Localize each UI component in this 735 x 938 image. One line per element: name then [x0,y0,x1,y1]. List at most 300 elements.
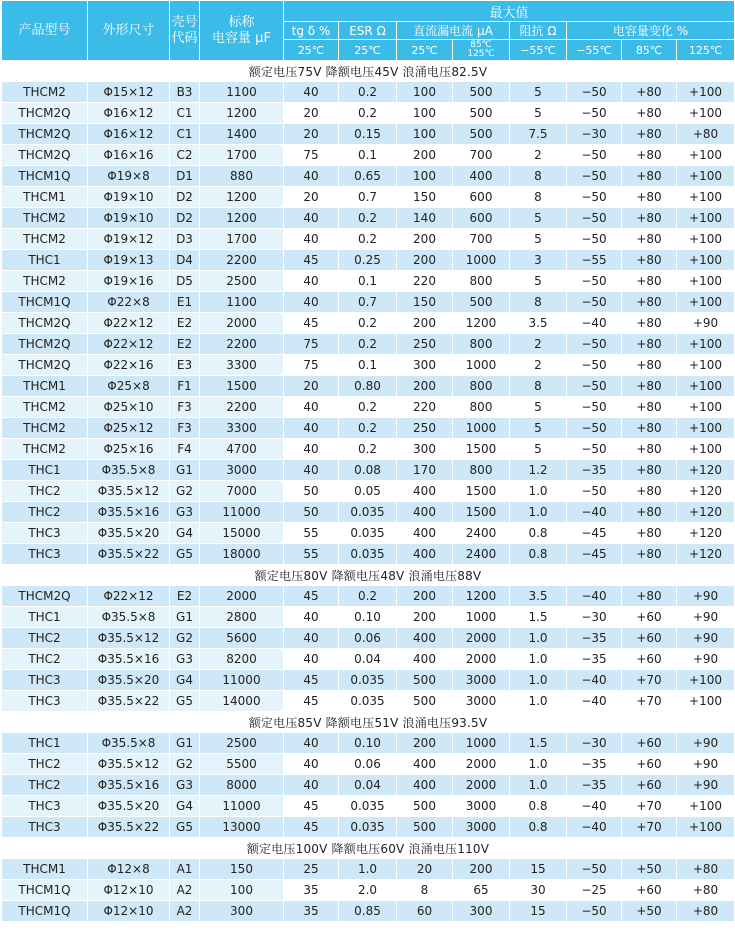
cell-model: THCM2 [2,229,88,250]
cell-impedance: 8 [510,187,567,208]
cell-esr: 0.2 [339,313,397,334]
cell-size: Φ12×10 [88,880,170,901]
cell-leak-hot: 2000 [453,775,510,796]
cell-cap-125: +100 [677,355,735,376]
cell-capacitance: 2000 [200,586,284,607]
cell-capacitance: 1500 [200,376,284,397]
cell-tg: 40 [284,229,339,250]
cell-case: G5 [170,691,200,712]
cell-cap-85: +80 [622,208,677,229]
cell-capacitance: 5600 [200,628,284,649]
cell-leak-hot: 300 [453,901,510,922]
cell-leak-25: 400 [397,649,453,670]
cell-cap-125: +90 [677,649,735,670]
cell-leak-hot: 800 [453,271,510,292]
cell-leak-25: 200 [397,376,453,397]
cell-case: C1 [170,124,200,145]
header-case-line1: 壳号 [171,14,198,30]
table-row [2,775,735,796]
cell-esr: 1.0 [339,859,397,880]
cell-cap-125: +120 [677,481,735,502]
cell-cap-85: +80 [622,166,677,187]
cell-esr: 0.035 [339,817,397,838]
cell-tg: 40 [284,166,339,187]
cell-cap-m55: −50 [567,103,622,124]
cell-case: F1 [170,376,200,397]
table-row [2,502,735,523]
cell-impedance: 1.0 [510,502,567,523]
cell-leak-hot: 1500 [453,439,510,460]
cell-tg: 40 [284,460,339,481]
cell-impedance: 8 [510,376,567,397]
cell-case: D2 [170,187,200,208]
voltage-section-header [2,712,735,733]
header-leakage: 直流漏电流 μA [397,22,510,40]
cell-esr: 0.035 [339,796,397,817]
cell-cap-m55: −40 [567,796,622,817]
cell-impedance: 1.0 [510,628,567,649]
cell-case: D4 [170,250,200,271]
cell-tg: 40 [284,271,339,292]
cell-leak-hot: 400 [453,166,510,187]
temp-leak-85: 85℃ [470,40,492,50]
table-row [2,376,735,397]
cell-cap-85: +80 [622,355,677,376]
cell-model: THC2 [2,775,88,796]
cell-model: THCM1Q [2,880,88,901]
cell-cap-125: +120 [677,460,735,481]
cell-impedance: 5 [510,208,567,229]
cell-cap-m55: −50 [567,334,622,355]
cell-cap-85: +80 [622,313,677,334]
cell-cap-85: +80 [622,187,677,208]
cell-case: D5 [170,271,200,292]
cell-cap-125: +100 [677,208,735,229]
cell-leak-25: 170 [397,460,453,481]
cell-esr: 0.2 [339,208,397,229]
cell-impedance: 2 [510,334,567,355]
cell-size: Φ35.5×22 [88,544,170,565]
cell-cap-125: +90 [677,586,735,607]
cell-cap-85: +80 [622,418,677,439]
cell-model: THC3 [2,544,88,565]
cell-tg: 75 [284,355,339,376]
cell-impedance: 1.0 [510,481,567,502]
table-row [2,334,735,355]
header-case-line2: 代码 [171,30,198,46]
table-row [2,544,735,565]
cell-impedance: 7.5 [510,124,567,145]
cell-tg: 45 [284,313,339,334]
table-row [2,733,735,754]
cell-esr: 0.2 [339,418,397,439]
cell-model: THC2 [2,502,88,523]
cell-capacitance: 2200 [200,250,284,271]
table-row [2,628,735,649]
cell-cap-m55: −50 [567,418,622,439]
table-row [2,208,735,229]
cell-capacitance: 13000 [200,817,284,838]
cell-cap-m55: −50 [567,208,622,229]
capacitor-spec-table [1,0,735,922]
cell-cap-m55: −35 [567,754,622,775]
cell-cap-m55: −45 [567,523,622,544]
cell-leak-hot: 2000 [453,649,510,670]
cell-case: F3 [170,418,200,439]
cell-cap-125: +100 [677,817,735,838]
cell-tg: 40 [284,439,339,460]
cell-cap-125: +90 [677,775,735,796]
header-capacitance [200,1,284,61]
cell-model: THCM2 [2,397,88,418]
cell-cap-85: +80 [622,502,677,523]
cell-leak-25: 200 [397,145,453,166]
cell-cap-m55: −50 [567,439,622,460]
cell-leak-25: 220 [397,397,453,418]
cell-cap-85: +50 [622,859,677,880]
cell-cap-125: +100 [677,103,735,124]
cell-leak-hot: 600 [453,208,510,229]
cell-cap-85: +80 [622,250,677,271]
cell-case: E1 [170,292,200,313]
cell-impedance: 5 [510,103,567,124]
cell-capacitance: 3300 [200,355,284,376]
cell-size: Φ25×8 [88,376,170,397]
header-esr: ESR Ω [339,22,397,40]
cell-cap-m55: −50 [567,229,622,250]
cell-size: Φ22×12 [88,313,170,334]
cell-case: G2 [170,481,200,502]
cell-model: THCM2 [2,208,88,229]
cell-leak-25: 100 [397,166,453,187]
cell-capacitance: 8200 [200,649,284,670]
cell-size: Φ19×8 [88,166,170,187]
cell-cap-85: +60 [622,607,677,628]
cell-leak-25: 400 [397,775,453,796]
table-row [2,439,735,460]
cell-size: Φ22×12 [88,586,170,607]
cell-cap-125: +100 [677,691,735,712]
cell-cap-m55: −45 [567,544,622,565]
cell-impedance: 1.0 [510,670,567,691]
cell-capacitance: 3300 [200,418,284,439]
header-tg: tg δ % [284,22,339,40]
cell-cap-85: +80 [622,229,677,250]
cell-esr: 0.2 [339,82,397,103]
cell-case: G3 [170,649,200,670]
cell-esr: 0.035 [339,502,397,523]
cell-tg: 20 [284,103,339,124]
cell-cap-125: +120 [677,523,735,544]
cell-cap-125: +90 [677,733,735,754]
cell-case: A1 [170,859,200,880]
table-row [2,817,735,838]
cell-cap-125: +100 [677,439,735,460]
cell-capacitance: 14000 [200,691,284,712]
cell-capacitance: 2800 [200,607,284,628]
cell-model: THCM1Q [2,292,88,313]
cell-model: THCM2 [2,418,88,439]
cell-model: THCM2Q [2,313,88,334]
cell-cap-m55: −50 [567,355,622,376]
cell-cap-m55: −35 [567,649,622,670]
cell-case: C1 [170,103,200,124]
voltage-section-title: 额定电压85V 降额电压51V 浪涌电压93.5V [2,712,735,733]
cell-model: THC2 [2,628,88,649]
cell-esr: 0.2 [339,439,397,460]
cell-model: THCM2Q [2,103,88,124]
table-row [2,607,735,628]
table-row [2,355,735,376]
cell-case: G1 [170,607,200,628]
cell-capacitance: 150 [200,859,284,880]
cell-cap-85: +80 [622,523,677,544]
cell-cap-125: +80 [677,124,735,145]
voltage-section-title: 额定电压100V 降额电压60V 浪涌电压110V [2,838,735,859]
cell-cap-125: +100 [677,229,735,250]
cell-impedance: 5 [510,82,567,103]
cell-esr: 0.035 [339,670,397,691]
temp-leak-25: 25℃ [397,40,453,61]
cell-impedance: 1.0 [510,691,567,712]
cell-capacitance: 2200 [200,397,284,418]
cell-model: THCM1Q [2,901,88,922]
cell-cap-125: +120 [677,544,735,565]
cell-case: G4 [170,670,200,691]
cell-model: THC3 [2,817,88,838]
cell-leak-hot: 800 [453,397,510,418]
cell-model: THCM2Q [2,586,88,607]
cell-impedance: 5 [510,397,567,418]
cell-esr: 0.04 [339,775,397,796]
cell-model: THC2 [2,754,88,775]
cell-cap-85: +80 [622,397,677,418]
cell-case: G4 [170,796,200,817]
table-row [2,229,735,250]
cell-size: Φ35.5×20 [88,670,170,691]
cell-tg: 55 [284,544,339,565]
cell-impedance: 3.5 [510,586,567,607]
cell-cap-85: +80 [622,544,677,565]
cell-case: G3 [170,775,200,796]
header-size: 外形尺寸 [88,1,170,61]
cell-leak-25: 200 [397,229,453,250]
cell-cap-m55: −40 [567,586,622,607]
cell-leak-25: 200 [397,733,453,754]
cell-leak-25: 400 [397,754,453,775]
cell-tg: 45 [284,250,339,271]
cell-impedance: 1.0 [510,754,567,775]
cell-size: Φ12×8 [88,859,170,880]
cell-cap-85: +60 [622,754,677,775]
cell-case: G1 [170,460,200,481]
table-row [2,187,735,208]
cell-cap-125: +100 [677,271,735,292]
cell-size: Φ35.5×16 [88,649,170,670]
cell-case: G5 [170,817,200,838]
cell-tg: 75 [284,334,339,355]
cell-cap-85: +70 [622,817,677,838]
header-cap-line2: 电容量 μF [212,30,271,46]
cell-cap-m55: −35 [567,775,622,796]
cell-model: THCM2Q [2,334,88,355]
cell-leak-hot: 3000 [453,691,510,712]
cell-case: G4 [170,523,200,544]
cell-leak-hot: 3000 [453,817,510,838]
cell-capacitance: 880 [200,166,284,187]
cell-leak-hot: 3000 [453,670,510,691]
cell-size: Φ35.5×12 [88,628,170,649]
cell-esr: 0.05 [339,481,397,502]
cell-cap-m55: −55 [567,250,622,271]
cell-case: B3 [170,82,200,103]
cell-cap-125: +80 [677,859,735,880]
cell-leak-hot: 1000 [453,733,510,754]
cell-case: D2 [170,208,200,229]
temp-cap-125: 125℃ [677,40,735,61]
cell-model: THCM2 [2,82,88,103]
cell-cap-125: +100 [677,376,735,397]
cell-case: F3 [170,397,200,418]
cell-case: D3 [170,229,200,250]
cell-tg: 45 [284,796,339,817]
cell-cap-m55: −50 [567,82,622,103]
cell-tg: 55 [284,523,339,544]
cell-impedance: 15 [510,859,567,880]
cell-tg: 45 [284,670,339,691]
cell-leak-25: 8 [397,880,453,901]
cell-esr: 0.85 [339,901,397,922]
cell-model: THCM1Q [2,166,88,187]
cell-impedance: 1.5 [510,607,567,628]
cell-case: G5 [170,544,200,565]
header-cap-line1: 标称 [228,14,255,30]
header-cap-change: 电容量变化 % [567,22,735,40]
cell-model: THC3 [2,796,88,817]
cell-capacitance: 7000 [200,481,284,502]
cell-capacitance: 1200 [200,103,284,124]
cell-size: Φ16×12 [88,103,170,124]
cell-tg: 40 [284,733,339,754]
cell-capacitance: 100 [200,880,284,901]
cell-esr: 0.2 [339,334,397,355]
cell-esr: 0.7 [339,292,397,313]
cell-capacitance: 5500 [200,754,284,775]
spec-table-body [2,61,735,922]
cell-esr: 0.035 [339,523,397,544]
temp-cap-85: 85℃ [622,40,677,61]
cell-capacitance: 300 [200,901,284,922]
cell-cap-85: +70 [622,796,677,817]
cell-capacitance: 4700 [200,439,284,460]
cell-cap-85: +80 [622,103,677,124]
cell-esr: 0.7 [339,187,397,208]
cell-size: Φ35.5×12 [88,754,170,775]
voltage-section-header [2,838,735,859]
cell-cap-m55: −50 [567,145,622,166]
cell-cap-125: +90 [677,313,735,334]
cell-cap-125: +90 [677,607,735,628]
cell-leak-hot: 500 [453,103,510,124]
cell-leak-25: 200 [397,607,453,628]
cell-cap-m55: −35 [567,460,622,481]
cell-cap-125: +90 [677,754,735,775]
cell-leak-25: 140 [397,208,453,229]
temp-esr: 25℃ [339,40,397,61]
cell-leak-25: 60 [397,901,453,922]
cell-impedance: 1.5 [510,733,567,754]
cell-cap-m55: −30 [567,733,622,754]
cell-tg: 40 [284,775,339,796]
cell-cap-m55: −30 [567,124,622,145]
cell-impedance: 5 [510,229,567,250]
cell-leak-hot: 65 [453,880,510,901]
cell-leak-hot: 700 [453,229,510,250]
cell-model: THCM2Q [2,355,88,376]
cell-size: Φ35.5×22 [88,817,170,838]
cell-esr: 0.06 [339,628,397,649]
cell-size: Φ12×10 [88,901,170,922]
cell-cap-125: +90 [677,628,735,649]
cell-cap-85: +60 [622,733,677,754]
cell-leak-25: 500 [397,670,453,691]
cell-leak-hot: 700 [453,145,510,166]
cell-size: Φ35.5×12 [88,481,170,502]
table-row [2,397,735,418]
cell-esr: 0.035 [339,691,397,712]
table-row [2,103,735,124]
cell-model: THC1 [2,460,88,481]
cell-tg: 50 [284,502,339,523]
table-row [2,82,735,103]
cell-leak-hot: 2400 [453,544,510,565]
cell-leak-25: 500 [397,691,453,712]
cell-cap-85: +80 [622,439,677,460]
voltage-section-header [2,565,735,586]
cell-cap-125: +80 [677,880,735,901]
cell-impedance: 5 [510,418,567,439]
cell-capacitance: 1700 [200,229,284,250]
cell-leak-25: 300 [397,439,453,460]
cell-leak-hot: 500 [453,292,510,313]
cell-tg: 40 [284,208,339,229]
cell-cap-m55: −50 [567,376,622,397]
table-row [2,586,735,607]
cell-leak-25: 100 [397,124,453,145]
cell-impedance: 5 [510,439,567,460]
cell-leak-25: 300 [397,355,453,376]
cell-size: Φ19×16 [88,271,170,292]
cell-leak-hot: 1000 [453,607,510,628]
cell-size: Φ35.5×16 [88,775,170,796]
cell-impedance: 0.8 [510,523,567,544]
cell-esr: 0.10 [339,733,397,754]
table-row [2,292,735,313]
cell-cap-85: +80 [622,460,677,481]
cell-esr: 0.2 [339,229,397,250]
cell-cap-m55: −50 [567,187,622,208]
cell-esr: 2.0 [339,880,397,901]
voltage-section-header [2,61,735,82]
cell-capacitance: 1200 [200,208,284,229]
cell-leak-25: 500 [397,817,453,838]
cell-tg: 35 [284,880,339,901]
cell-leak-hot: 1000 [453,250,510,271]
cell-esr: 0.65 [339,166,397,187]
cell-size: Φ22×16 [88,355,170,376]
cell-case: E2 [170,334,200,355]
cell-impedance: 8 [510,166,567,187]
